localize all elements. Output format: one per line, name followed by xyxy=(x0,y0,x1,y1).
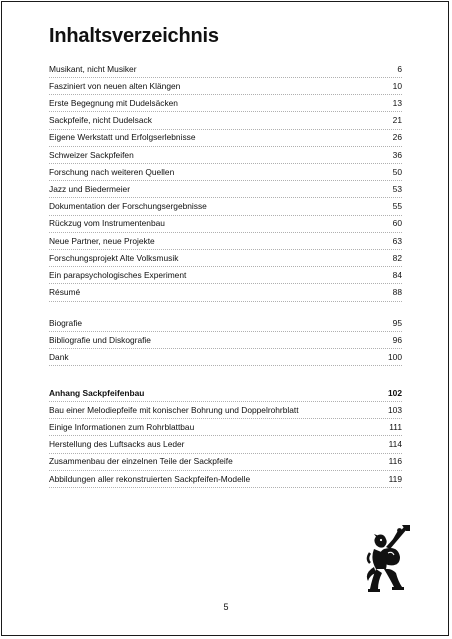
toc-entry-page: 96 xyxy=(392,334,402,345)
toc-entry xyxy=(49,348,402,365)
toc-entry-page: 111 xyxy=(389,421,402,432)
toc-entry xyxy=(49,436,402,453)
toc-entry xyxy=(49,470,402,487)
toc-entry xyxy=(49,180,402,197)
toc-entry-page: 36 xyxy=(392,149,402,160)
toc-entry-page: 95 xyxy=(392,317,402,328)
toc-entry-title: Eigene Werkstatt und Erfolgserlebnisse xyxy=(49,132,196,143)
toc-entry-page: 82 xyxy=(392,252,402,263)
toc-entry xyxy=(49,146,402,163)
toc-entry xyxy=(49,401,402,418)
toc-entry-title: Fasziniert von neuen alten Klängen xyxy=(49,80,181,91)
toc-entry-title: Dokumentation der Forschungsergebnisse xyxy=(49,201,207,212)
toc-entry-title: Rückzug vom Instrumentenbau xyxy=(49,218,165,229)
toc-entry-title: Bau einer Melodiepfeife mit konischer Bohrung und Doppelrohrblatt xyxy=(49,404,299,415)
toc-entry-page: 116 xyxy=(388,456,402,467)
page-title: Inhaltsverzeichnis xyxy=(49,25,219,47)
toc-entry-title: Zusammenbau der einzelnen Teile der Sackpfeife xyxy=(49,456,233,467)
toc-entry-page: 21 xyxy=(392,115,402,126)
bagpiper-emblem-icon xyxy=(366,523,416,595)
toc-entry xyxy=(49,249,402,266)
toc-entry-title: Ein parapsychologisches Experiment xyxy=(49,269,187,280)
toc-entry xyxy=(49,198,402,215)
toc-entry-title: Schweizer Sackpfeifen xyxy=(49,149,134,160)
toc-entry-page: 63 xyxy=(392,235,402,246)
toc-entry-page: 88 xyxy=(392,287,402,298)
toc-entry-title: Biografie xyxy=(49,317,83,328)
toc-entry-title: Dank xyxy=(49,351,69,362)
toc-entry xyxy=(49,60,402,77)
toc-entry-page: 84 xyxy=(392,269,402,280)
toc-entry-title: Erste Begegnung mit Dudelsäcken xyxy=(49,97,178,108)
toc-entry-page: 55 xyxy=(392,201,402,212)
toc-entry-title: Herstellung des Luftsacks aus Leder xyxy=(49,439,185,450)
toc-entry-page: 102 xyxy=(388,387,402,398)
toc-entry-page: 26 xyxy=(392,132,402,143)
toc-separator-line xyxy=(49,301,402,302)
toc-entry-page: 53 xyxy=(392,183,402,194)
toc-separator-line xyxy=(49,487,402,488)
toc-entry xyxy=(49,384,402,401)
toc-entry xyxy=(49,314,402,331)
toc-entry-page: 13 xyxy=(392,97,402,108)
toc-entry-title: Sackpfeife, nicht Dudelsack xyxy=(49,115,152,126)
toc-entry xyxy=(49,331,402,348)
toc-entry xyxy=(49,232,402,249)
toc-entry xyxy=(49,284,402,301)
toc-entry-page: 114 xyxy=(388,439,402,450)
toc-entry xyxy=(49,129,402,146)
toc-entry xyxy=(49,453,402,470)
toc-entry-title: Neue Partner, neue Projekte xyxy=(49,235,155,246)
toc-entry-page: 6 xyxy=(397,63,402,74)
toc-entry-title: Musikant, nicht Musiker xyxy=(49,63,137,74)
toc-entry-page: 50 xyxy=(392,166,402,177)
toc-entry-title: Jazz und Biedermeier xyxy=(49,183,130,194)
toc-entry-title: Forschungsprojekt Alte Volksmusik xyxy=(49,252,179,263)
toc-entry-page: 60 xyxy=(392,218,402,229)
toc-entry xyxy=(49,77,402,94)
toc-entry xyxy=(49,266,402,283)
page-number: 5 xyxy=(223,602,229,612)
toc-entry-page: 100 xyxy=(388,351,402,362)
toc-entry-title: Résumé xyxy=(49,287,81,298)
toc-entry-title: Anhang Sackpfeifenbau xyxy=(49,387,145,398)
toc-entry xyxy=(49,94,402,111)
toc-entry xyxy=(49,215,402,232)
toc-separator-line xyxy=(49,365,402,366)
toc-entry xyxy=(49,112,402,129)
toc-entry-title: Einige Informationen zum Rohrblattbau xyxy=(49,421,195,432)
toc-entry-page: 10 xyxy=(392,80,402,91)
toc-entry xyxy=(49,163,402,180)
toc-entry-title: Forschung nach weiteren Quellen xyxy=(49,166,175,177)
toc-entry-page: 103 xyxy=(388,404,402,415)
toc-entry-title: Bibliografie und Diskografie xyxy=(49,334,151,345)
toc-entry xyxy=(49,418,402,435)
toc-entry-title: Abbildungen aller rekonstruierten Sackpfeifen-Modelle xyxy=(49,473,251,484)
toc-entry-page: 119 xyxy=(388,473,402,484)
